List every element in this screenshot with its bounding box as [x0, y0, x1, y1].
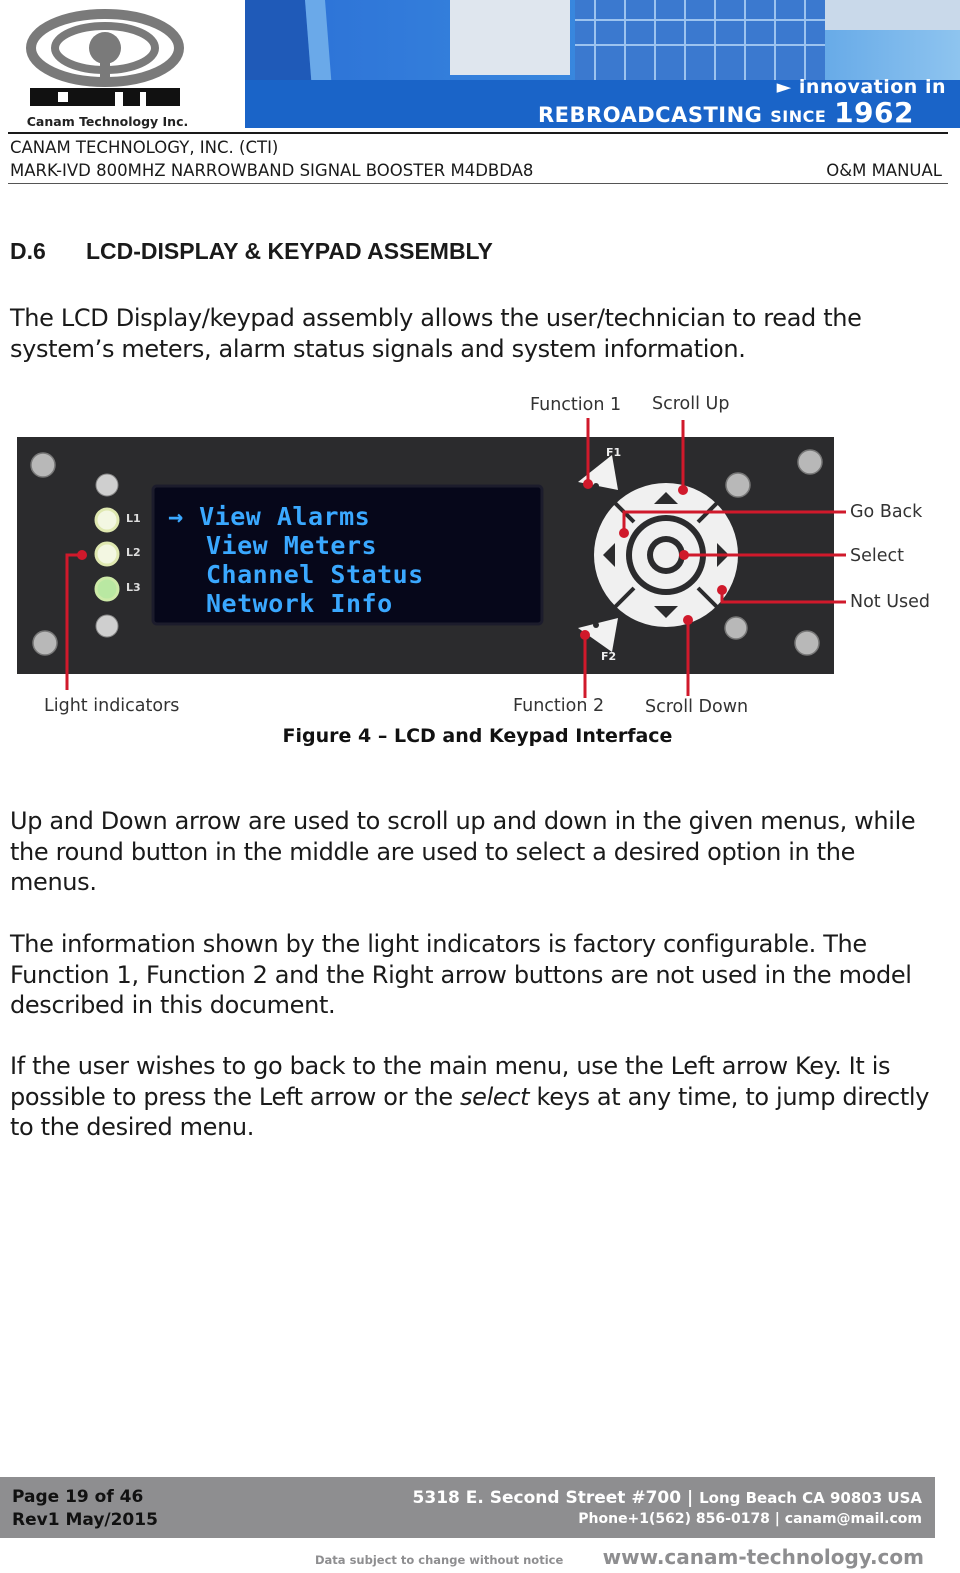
- page-number: Page 19 of 46: [12, 1487, 144, 1507]
- footer-contact: Phone+1(562) 856-0178 | canam@mail.com: [578, 1511, 922, 1527]
- lcd-line-4: Network Info: [206, 589, 393, 618]
- tagline-rebroadcasting: REBROADCASTING: [538, 103, 763, 127]
- footer-website[interactable]: www.canam-technology.com: [602, 1545, 924, 1569]
- banner-image: [245, 0, 960, 128]
- tagline-since: SINCE: [770, 107, 827, 126]
- label-function-2: Function 2: [513, 696, 605, 716]
- label-select: Select: [850, 546, 904, 566]
- scroll-paragraph: Up and Down arrow are used to scroll up and down in the given menus, while the round button in the middle are used to select a desired option in the menus.: [10, 807, 916, 897]
- back-text-pre: If the user wishes to go back to the main menu, use the Left arrow Key. It is possible to press the Left arrow or the: [10, 1052, 891, 1111]
- label-scroll-down: Scroll Down: [645, 697, 749, 717]
- company-logo: [20, 6, 195, 128]
- label-function-1: Function 1: [530, 395, 622, 415]
- header-divider: [8, 183, 948, 184]
- led-label-2: L2: [126, 546, 141, 559]
- indicators-paragraph: The information shown by the light indicators is factory configurable. The Function 1, Function 2 and the Right arrow buttons are not used in the model described in this document.: [10, 930, 912, 1020]
- label-go-back: Go Back: [850, 502, 923, 522]
- company-name: CANAM TECHNOLOGY, INC. (CTI): [10, 138, 279, 157]
- tagline-year: 1962: [834, 96, 915, 128]
- keypad-photo: [0, 390, 960, 720]
- lcd-line-2: View Meters: [206, 531, 378, 560]
- lcd-keypad-figure: [0, 390, 960, 720]
- street-address: 5318 E. Second Street #700 |: [412, 1488, 694, 1508]
- manual-title: O&M MANUAL: [826, 161, 942, 180]
- footer-address: [413, 1488, 922, 1508]
- label-light-indicators: Light indicators: [44, 696, 180, 716]
- section-number: D.6: [10, 238, 46, 264]
- key-label-f1: F1: [606, 446, 622, 459]
- led-label-3: L3: [126, 581, 141, 594]
- led-label-1: L1: [126, 512, 141, 525]
- back-paragraph: [10, 1051, 945, 1143]
- light-indicators: [96, 509, 118, 600]
- logo-text: Canam Technology Inc.: [26, 114, 189, 129]
- lcd-line-3: Channel Status: [206, 560, 424, 589]
- lcd-line-1: → View Alarms: [168, 502, 371, 531]
- label-not-used: Not Used: [850, 592, 931, 612]
- back-text-post: keys at any time, to jump directly to the desired menu.: [10, 1082, 930, 1142]
- figure-caption: Figure 4 – LCD and Keypad Interface: [282, 725, 673, 747]
- footer-notice: Data subject to change without notice: [315, 1553, 564, 1567]
- revision: Rev1 May/2015: [12, 1510, 158, 1530]
- city-address: Long Beach CA 90803 USA: [699, 1489, 922, 1507]
- header-banner: [0, 0, 960, 132]
- back-text-italic: select: [460, 1082, 530, 1111]
- header-rule: [8, 132, 948, 134]
- section-title: LCD-DISPLAY & KEYPAD ASSEMBLY: [86, 238, 493, 264]
- banner-tagline-2: [538, 96, 914, 128]
- intro-paragraph: The LCD Display/keypad assembly allows the user/technician to read the system’s meters, alarm status signals and system information.: [10, 304, 862, 363]
- key-label-f2: F2: [601, 650, 617, 663]
- product-name: MARK-IVD 800MHZ NARROWBAND SIGNAL BOOSTER M4DBDA8: [10, 161, 534, 180]
- banner-tagline: ► innovation in: [776, 76, 946, 98]
- label-scroll-up: Scroll Up: [652, 394, 730, 414]
